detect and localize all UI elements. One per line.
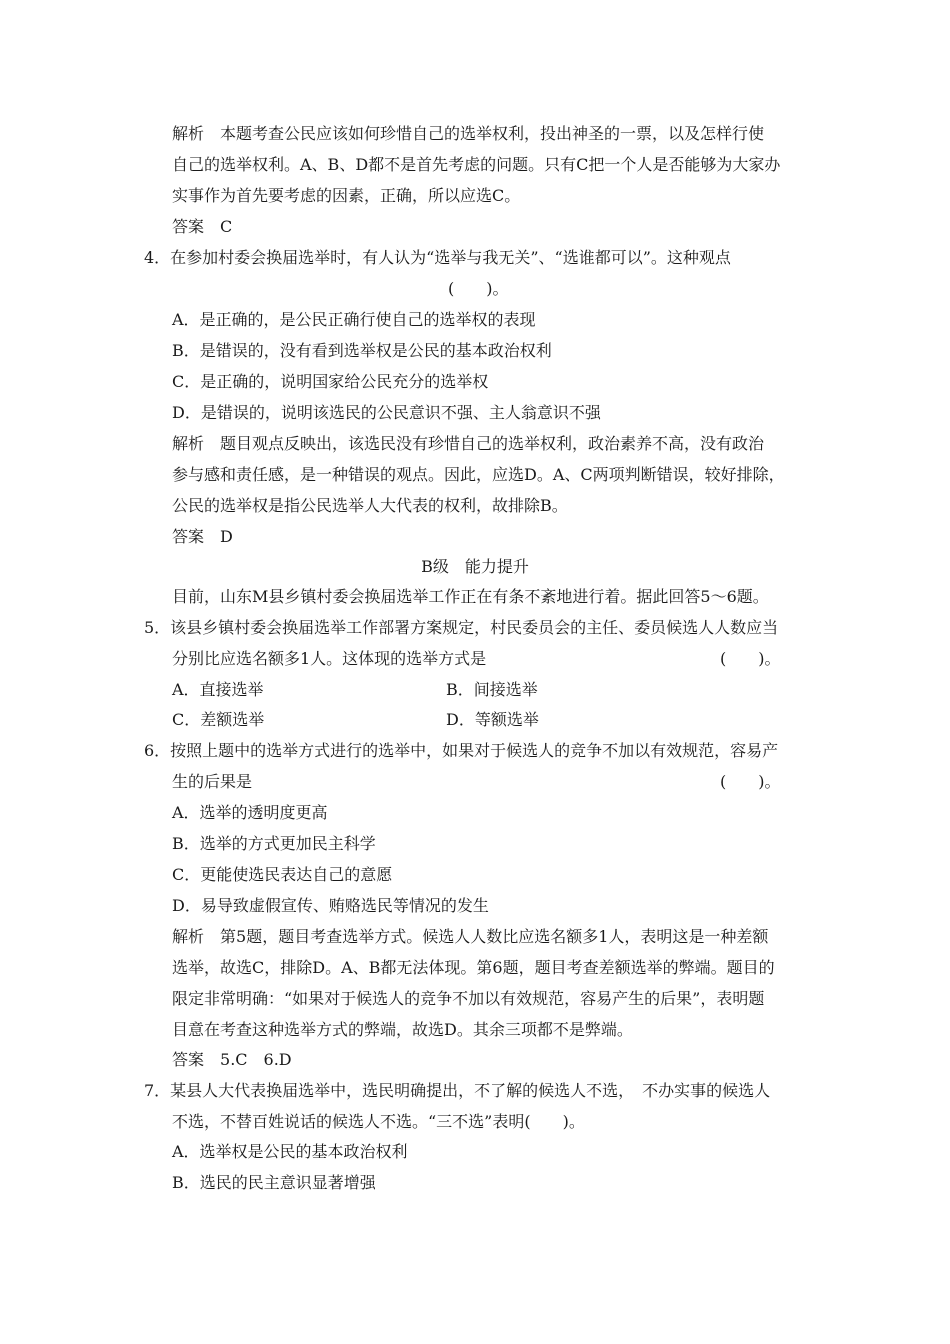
q6-analysis-line-3: 限定非常明确：“如果对于候选人的竞争不加以有效规范，容易产生的后果”，表明题 bbox=[172, 989, 765, 1008]
q4-answer bbox=[172, 526, 233, 548]
analysis-label: 解析 bbox=[172, 927, 205, 946]
answer-label: 答案 bbox=[172, 1050, 205, 1069]
q6-stem-line-2: 生的后果是 bbox=[172, 772, 253, 791]
q7-option-a: A．选举权是公民的基本政治权利 bbox=[172, 1142, 408, 1161]
q6-answer bbox=[172, 1049, 292, 1071]
q6-answer-paren: ( )。 bbox=[720, 772, 781, 791]
answer-label: 答案 bbox=[172, 217, 205, 236]
answer-label: 答案 bbox=[172, 527, 205, 546]
q5-option-d: D．等额选举 bbox=[446, 710, 539, 729]
q6-analysis-line-1 bbox=[172, 926, 768, 948]
q3-analysis-line-1 bbox=[172, 123, 764, 145]
q3-answer bbox=[172, 216, 232, 238]
q4-option-a: A．是正确的，是公民正确行使自己的选举权的表现 bbox=[172, 310, 536, 329]
q6-stem-line-1: 6．按照上题中的选举方式进行的选举中，如果对于候选人的竞争不加以有效规范，容易产 bbox=[144, 741, 779, 760]
q4-option-c: C．是正确的，说明国家给公民充分的选举权 bbox=[172, 372, 489, 391]
q7-stem-line-2: 不选，不替百姓说话的候选人不选。“三不选”表明( )。 bbox=[172, 1112, 585, 1131]
q5-stem-line-2: 分别比应选名额多1人。这体现的选举方式是 bbox=[172, 649, 487, 668]
answer-value: D bbox=[220, 527, 233, 546]
q6-option-b: B．选举的方式更加民主科学 bbox=[172, 834, 376, 853]
section-title: B级 能力提升 bbox=[421, 557, 529, 576]
q7-option-b: B．选民的民主意识显著增强 bbox=[172, 1173, 376, 1192]
q5-option-c: C．差额选举 bbox=[172, 710, 265, 729]
analysis-text: 本题考查公民应该如何珍惜自己的选举权利，投出神圣的一票，以及怎样行使 bbox=[220, 124, 765, 143]
q6-option-c: C．更能使选民表达自己的意愿 bbox=[172, 865, 393, 884]
q5-stem-line-1: 5．该县乡镇村委会换届选举工作部署方案规定，村民委员会的主任、委员候选人人数应当 bbox=[144, 618, 779, 637]
answer-value: 5.C 6.D bbox=[220, 1050, 292, 1069]
q4-option-b: B．是错误的，没有看到选举权是公民的基本政治权利 bbox=[172, 341, 552, 360]
q5-option-b: B．间接选举 bbox=[446, 680, 538, 699]
q7-stem-line-1: 7．某县人大代表换届选举中，选民明确提出，不了解的候选人不选， 不办实事的候选人 bbox=[144, 1081, 771, 1100]
analysis-label: 解析 bbox=[172, 434, 205, 453]
q6-option-d: D．易导致虚假宣传、贿赂选民等情况的发生 bbox=[172, 896, 489, 915]
analysis-text: 第5题，题目考查选举方式。候选人人数比应选名额多1人，表明这是一种差额 bbox=[220, 927, 769, 946]
analysis-label: 解析 bbox=[172, 124, 205, 143]
q3-analysis-line-3: 实事作为首先要考虑的因素，正确，所以应选C。 bbox=[172, 186, 521, 205]
q5-option-a: A．直接选举 bbox=[172, 680, 264, 699]
q3-analysis-line-2: 自己的选举权利。A、B、D都不是首先考虑的问题。只有C把一个人是否能够为大家办 bbox=[172, 155, 781, 174]
q6-analysis-line-4: 目意在考查这种选举方式的弊端，故选D。其余三项都不是弊端。 bbox=[172, 1020, 633, 1039]
section-intro: 目前，山东M县乡镇村委会换届选举工作正在有条不紊地进行着。据此回答5～6题。 bbox=[172, 587, 769, 606]
q6-analysis-line-2: 选举，故选C，排除D。A、B都无法体现。第6题，题目考查差额选举的弊端。题目的 bbox=[172, 958, 775, 977]
q4-analysis-line-2: 参与感和责任感，是一种错误的观点。因此，应选D。A、C两项判断错误，较好排除， bbox=[172, 465, 785, 484]
q5-answer-paren: ( )。 bbox=[720, 649, 781, 668]
q4-answer-paren: ( )。 bbox=[448, 279, 509, 298]
q4-option-d: D．是错误的，说明该选民的公民意识不强、主人翁意识不强 bbox=[172, 403, 601, 422]
answer-value: C bbox=[220, 217, 233, 236]
analysis-text: 题目观点反映出，该选民没有珍惜自己的选举权利，政治素养不高，没有政治 bbox=[220, 434, 765, 453]
q4-analysis-line-3: 公民的选举权是指公民选举人大代表的权利，故排除B。 bbox=[172, 496, 568, 515]
q6-option-a: A．选举的透明度更高 bbox=[172, 803, 328, 822]
q4-stem: 4．在参加村委会换届选举时，有人认为“选举与我无关”、“选谁都可以”。这种观点 bbox=[144, 248, 731, 267]
q4-analysis-line-1 bbox=[172, 433, 764, 455]
